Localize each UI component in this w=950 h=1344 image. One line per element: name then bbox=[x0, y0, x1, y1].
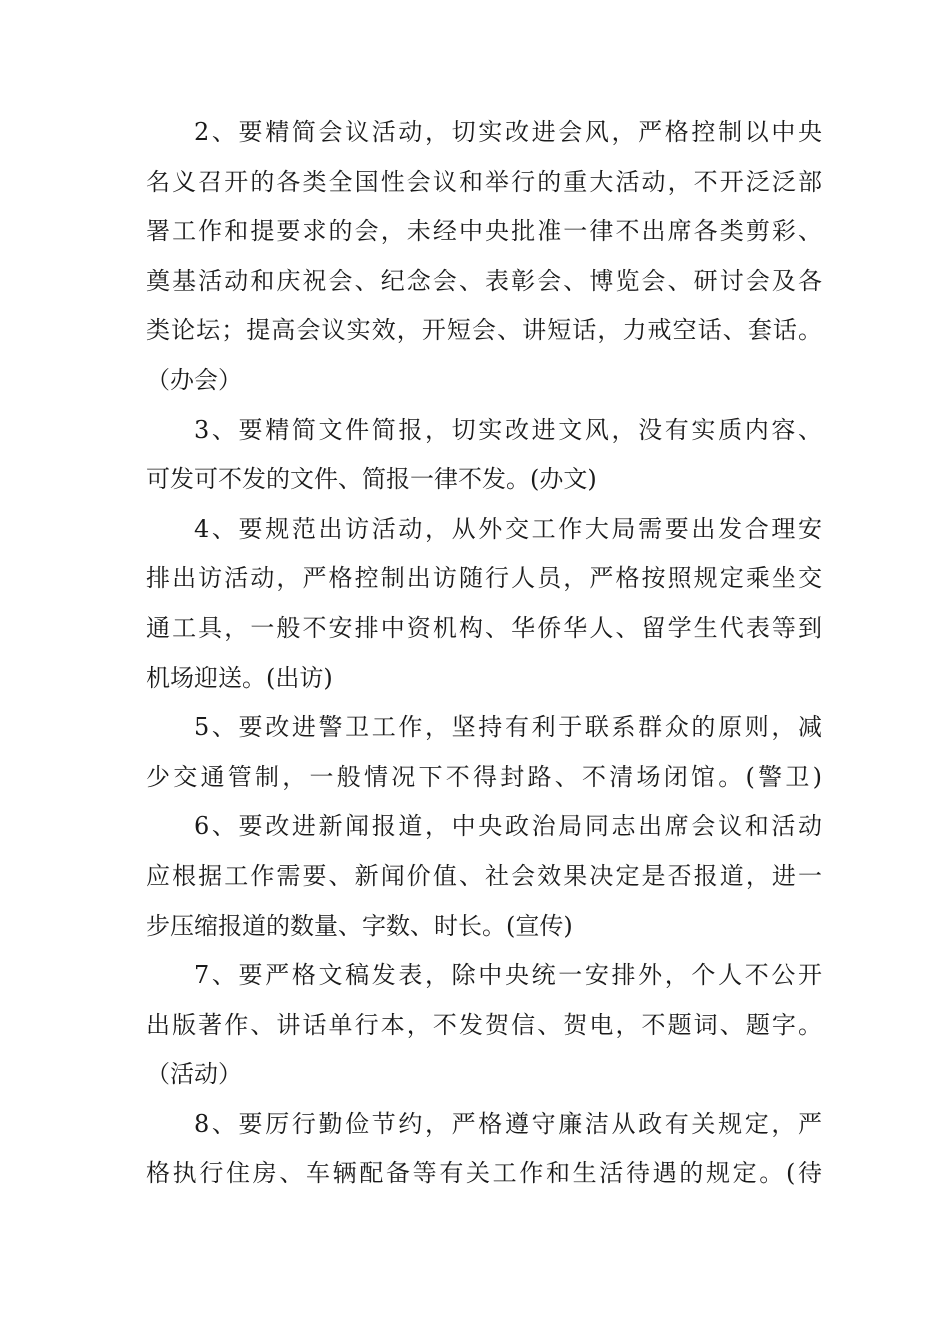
text-line: 类论坛；提高会议实效，开短会、讲短话，力戒空话、套话。 bbox=[146, 316, 822, 345]
paragraph-item-7 bbox=[146, 951, 822, 1100]
text-line: 格执行住房、车辆配备等有关工作和生活待遇的规定。(待 bbox=[146, 1159, 822, 1188]
text-line: 3、要精简文件简报，切实改进文风，没有实质内容、 bbox=[194, 415, 822, 444]
text-line: 机场迎送。(出访) bbox=[146, 663, 333, 692]
text-line: 7、要严格文稿发表，除中央统一安排外，个人不公开 bbox=[194, 961, 822, 990]
paragraph-item-4 bbox=[146, 505, 822, 703]
text-line: 排出访活动，严格控制出访随行人员，严格按照规定乘坐交 bbox=[146, 564, 822, 593]
text-line: 名义召开的各类全国性会议和举行的重大活动，不开泛泛部 bbox=[146, 167, 822, 196]
paragraph-item-2 bbox=[146, 108, 822, 406]
text-line: 出版著作、讲话单行本，不发贺信、贺电，不题词、题字。 bbox=[146, 1010, 822, 1039]
text-line: 少交通管制，一般情况下不得封路、不清场闭馆。(警卫) bbox=[146, 762, 822, 791]
text-line: 8、要厉行勤俭节约，严格遵守廉洁从政有关规定，严 bbox=[194, 1109, 822, 1138]
text-line: 奠基活动和庆祝会、纪念会、表彰会、博览会、研讨会及各 bbox=[146, 266, 822, 295]
text-line: 4、要规范出访活动，从外交工作大局需要出发合理安 bbox=[194, 514, 822, 543]
text-line: 6、要改进新闻报道，中央政治局同志出席会议和活动 bbox=[194, 812, 822, 841]
paragraph-item-8 bbox=[146, 1100, 822, 1199]
text-line: 5、要改进警卫工作，坚持有利于联系群众的原则，减 bbox=[194, 713, 822, 742]
text-line: 可发可不发的文件、简报一律不发。(办文) bbox=[146, 465, 597, 494]
text-line: 通工具，一般不安排中资机构、华侨华人、留学生代表等到 bbox=[146, 613, 822, 642]
text-line: 2、要精简会议活动，切实改进会风，严格控制以中央 bbox=[194, 118, 822, 146]
paragraph-item-3 bbox=[146, 406, 822, 505]
text-line: 步压缩报道的数量、字数、时长。(宣传) bbox=[146, 911, 573, 940]
text-line: 应根据工作需要、新闻价值、社会效果决定是否报道，进一 bbox=[146, 861, 822, 890]
text-line: 署工作和提要求的会，未经中央批准一律不出席各类剪彩、 bbox=[146, 217, 822, 246]
text-line: （活动） bbox=[146, 1060, 242, 1089]
paragraph-item-6 bbox=[146, 802, 822, 951]
text-line: （办会） bbox=[146, 365, 242, 394]
paragraph-item-5 bbox=[146, 703, 822, 802]
document-body bbox=[146, 108, 822, 1199]
